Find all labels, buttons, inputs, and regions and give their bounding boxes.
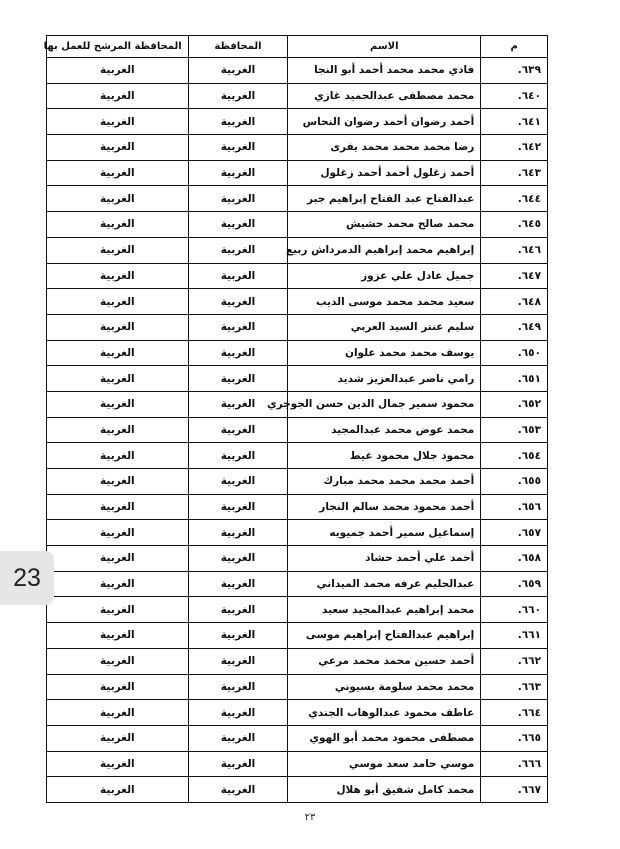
row-name: أحمد حسين محمد محمد مرعي	[288, 648, 481, 674]
row-number: ٦٦٣.	[481, 674, 548, 700]
row-name: مصطفى محمود محمد أبو الهوي	[288, 725, 481, 751]
row-governorate: الغربية	[188, 160, 288, 186]
row-nominated-governorate: الغربية	[47, 237, 189, 263]
row-name: جميل عادل علي عزوز	[288, 263, 481, 289]
table-row	[47, 366, 548, 392]
row-name: إبراهيم محمد إبراهيم الدمرداش ربيع	[288, 237, 481, 263]
row-nominated-governorate: الغربية	[47, 469, 189, 495]
row-name: أحمد زغلول أحمد أحمد زغلول	[288, 160, 481, 186]
table-row	[47, 443, 548, 469]
row-number: ٦٦٦.	[481, 751, 548, 777]
header-num: م	[481, 36, 548, 58]
row-number: ٦٦٠.	[481, 597, 548, 623]
row-name: أحمد علي أحمد حشاد	[288, 546, 481, 572]
row-governorate: الغربية	[188, 443, 288, 469]
row-number: ٦٤٩.	[481, 314, 548, 340]
row-number: ٦٦٤.	[481, 700, 548, 726]
table-row	[47, 469, 548, 495]
row-number: ٦٣٩.	[481, 58, 548, 84]
row-number: ٦٤٥.	[481, 212, 548, 238]
row-name: رامي ناصر عبدالعزيز شديد	[288, 366, 481, 392]
row-name: فادي محمد محمد أحمد أبو النجا	[288, 58, 481, 84]
row-number: ٦٤٨.	[481, 289, 548, 315]
page-number-badge: 23	[0, 551, 54, 605]
row-number: ٦٥٥.	[481, 469, 548, 495]
row-governorate: الغربية	[188, 469, 288, 495]
candidates-table	[43, 35, 548, 803]
row-name: محمد عوض محمد عبدالمجيد	[288, 417, 481, 443]
row-governorate: الغربية	[188, 58, 288, 84]
row-governorate: الغربية	[188, 237, 288, 263]
table-row	[47, 700, 548, 726]
row-number: ٦٤٠.	[481, 83, 548, 109]
row-name: محمد كامل شفيق أبو هلال	[288, 777, 481, 803]
row-governorate: الغربية	[188, 777, 288, 803]
table-row	[47, 751, 548, 777]
row-governorate: الغربية	[188, 135, 288, 161]
row-governorate: الغربية	[188, 417, 288, 443]
row-governorate: الغربية	[188, 340, 288, 366]
row-governorate: الغربية	[188, 212, 288, 238]
row-number: ٦٤٦.	[481, 237, 548, 263]
table-row	[47, 571, 548, 597]
row-number: ٦٥١.	[481, 366, 548, 392]
row-nominated-governorate: الغربية	[47, 135, 189, 161]
row-name: عاطف محمود عبدالوهاب الجندي	[288, 700, 481, 726]
row-nominated-governorate: الغربية	[47, 83, 189, 109]
row-nominated-governorate: الغربية	[47, 571, 189, 597]
row-name: عبدالفتاح عبد الفتاح إبراهيم جبر	[288, 186, 481, 212]
row-governorate: الغربية	[188, 109, 288, 135]
table-row	[47, 777, 548, 803]
table-row	[47, 83, 548, 109]
table-row	[47, 186, 548, 212]
table-row	[47, 135, 548, 161]
row-number: ٦٤٣.	[481, 160, 548, 186]
row-governorate: الغربية	[188, 751, 288, 777]
row-nominated-governorate: الغربية	[47, 674, 189, 700]
row-name: سليم عنتر السيد العربي	[288, 314, 481, 340]
row-governorate: الغربية	[188, 700, 288, 726]
row-nominated-governorate: الغربية	[47, 289, 189, 315]
row-nominated-governorate: الغربية	[47, 520, 189, 546]
table-row	[47, 417, 548, 443]
table-header-row	[47, 36, 548, 58]
row-name: إبراهيم عبدالفتاح إبراهيم موسى	[288, 623, 481, 649]
row-number: ٦٥٩.	[481, 571, 548, 597]
row-nominated-governorate: الغربية	[47, 340, 189, 366]
row-number: ٦٥٢.	[481, 391, 548, 417]
row-name: أحمد محمد محمد محمد مبارك	[288, 469, 481, 495]
row-name: موسي حامد سعد موسي	[288, 751, 481, 777]
row-nominated-governorate: الغربية	[47, 160, 189, 186]
row-name: محمد مصطفى عبدالحميد غازي	[288, 83, 481, 109]
row-nominated-governorate: الغربية	[47, 751, 189, 777]
row-governorate: الغربية	[188, 263, 288, 289]
row-nominated-governorate: الغربية	[47, 443, 189, 469]
row-name: سعيد محمد محمد موسى الديب	[288, 289, 481, 315]
row-governorate: الغربية	[188, 597, 288, 623]
row-nominated-governorate: الغربية	[47, 597, 189, 623]
row-governorate: الغربية	[188, 674, 288, 700]
row-governorate: الغربية	[188, 623, 288, 649]
header-name: الاسم	[288, 36, 481, 58]
row-name: أحمد رضوان أحمد رضوان النحاس	[288, 109, 481, 135]
row-nominated-governorate: الغربية	[47, 494, 189, 520]
row-governorate: الغربية	[188, 494, 288, 520]
table-row	[47, 237, 548, 263]
row-number: ٦٥٧.	[481, 520, 548, 546]
table-row	[47, 648, 548, 674]
row-name: محمود سمير جمال الدين حسن الجوجري	[288, 391, 481, 417]
row-nominated-governorate: الغربية	[47, 58, 189, 84]
row-nominated-governorate: الغربية	[47, 546, 189, 572]
row-number: ٦٦٢.	[481, 648, 548, 674]
table-row	[47, 314, 548, 340]
row-nominated-governorate: الغربية	[47, 725, 189, 751]
table-row	[47, 109, 548, 135]
row-nominated-governorate: الغربية	[47, 648, 189, 674]
row-governorate: الغربية	[188, 546, 288, 572]
row-nominated-governorate: الغربية	[47, 777, 189, 803]
row-nominated-governorate: الغربية	[47, 366, 189, 392]
table-row	[47, 623, 548, 649]
row-governorate: الغربية	[188, 186, 288, 212]
table-row	[47, 391, 548, 417]
table-row	[47, 212, 548, 238]
header-nominated-governorate: المحافظة المرشح للعمل بها	[47, 36, 189, 58]
row-governorate: الغربية	[188, 648, 288, 674]
table-body	[47, 58, 548, 803]
row-number: ٦٥٠.	[481, 340, 548, 366]
row-number: ٦٥٦.	[481, 494, 548, 520]
row-name: محمد إبراهيم عبدالمجيد سعيد	[288, 597, 481, 623]
table-row	[47, 160, 548, 186]
row-number: ٦٤١.	[481, 109, 548, 135]
row-number: ٦٦٧.	[481, 777, 548, 803]
row-name: إسماعيل سمير أحمد جميويه	[288, 520, 481, 546]
header-governorate: المحافظة	[188, 36, 288, 58]
row-nominated-governorate: الغربية	[47, 623, 189, 649]
row-nominated-governorate: الغربية	[47, 417, 189, 443]
table-row	[47, 289, 548, 315]
row-nominated-governorate: الغربية	[47, 186, 189, 212]
row-nominated-governorate: الغربية	[47, 212, 189, 238]
row-nominated-governorate: الغربية	[47, 263, 189, 289]
row-governorate: الغربية	[188, 289, 288, 315]
row-number: ٦٤٧.	[481, 263, 548, 289]
row-number: ٦٥٤.	[481, 443, 548, 469]
row-nominated-governorate: الغربية	[47, 700, 189, 726]
table-row	[47, 546, 548, 572]
table-row	[47, 494, 548, 520]
row-governorate: الغربية	[188, 571, 288, 597]
row-name: محمد محمد سلومة بسيوني	[288, 674, 481, 700]
row-number: ٦٦١.	[481, 623, 548, 649]
row-number: ٦٥٣.	[481, 417, 548, 443]
row-name: محمود جلال محمود غيط	[288, 443, 481, 469]
row-governorate: الغربية	[188, 366, 288, 392]
row-name: عبدالحليم عرفه محمد الميداني	[288, 571, 481, 597]
row-number: ٦٦٥.	[481, 725, 548, 751]
table-row	[47, 263, 548, 289]
table-row	[47, 674, 548, 700]
row-name: محمد صالح محمد حشيش	[288, 212, 481, 238]
row-nominated-governorate: الغربية	[47, 391, 189, 417]
footer-page-number: ٢٣	[304, 812, 316, 823]
row-governorate: الغربية	[188, 314, 288, 340]
row-number: ٦٤٤.	[481, 186, 548, 212]
row-governorate: الغربية	[188, 725, 288, 751]
table-row	[47, 340, 548, 366]
row-name: أحمد محمود محمد سالم النجار	[288, 494, 481, 520]
row-governorate: الغربية	[188, 391, 288, 417]
row-name: رضا محمد محمد محمد يفرى	[288, 135, 481, 161]
row-number: ٦٥٨.	[481, 546, 548, 572]
table-row	[47, 597, 548, 623]
row-governorate: الغربية	[188, 520, 288, 546]
table-row	[47, 725, 548, 751]
row-nominated-governorate: الغربية	[47, 109, 189, 135]
row-nominated-governorate: الغربية	[47, 314, 189, 340]
row-name: يوسف محمد محمد علوان	[288, 340, 481, 366]
row-governorate: الغربية	[188, 83, 288, 109]
row-number: ٦٤٢.	[481, 135, 548, 161]
table-row	[47, 58, 548, 84]
table-row	[47, 520, 548, 546]
